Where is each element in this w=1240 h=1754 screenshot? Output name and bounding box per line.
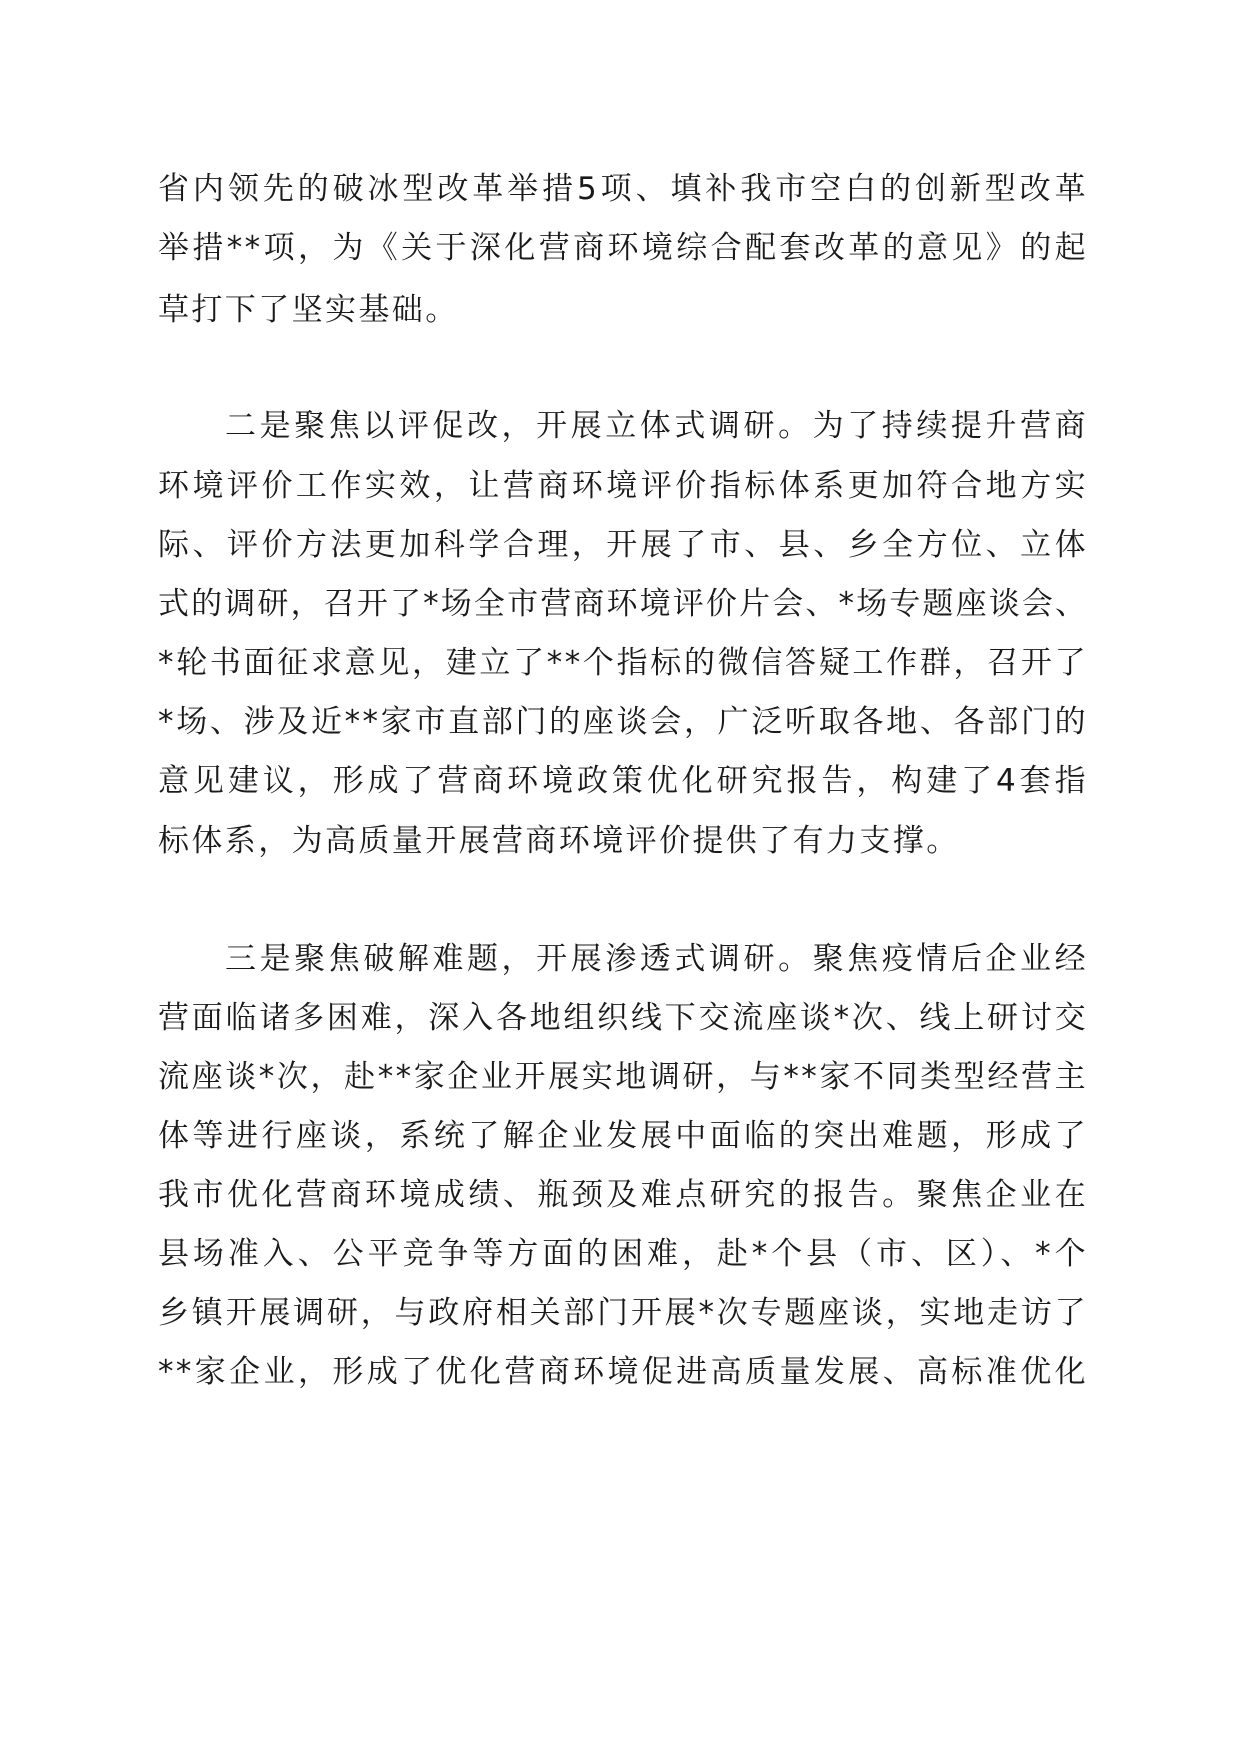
paragraph-3-line-7: 乡镇开展调研，与政府相关部门开展*次专题座谈，实地走访了 [158,1295,1088,1331]
paragraph-2-line-5: *轮书面征求意见，建立了**个指标的微信答疑工作群，召开了 [158,645,1088,681]
paragraph-2-line-3: 际、评价方法更加科学合理，开展了市、县、乡全方位、立体 [158,527,1088,563]
paragraph-2-line-6: *场、涉及近**家市直部门的座谈会，广泛听取各地、各部门的 [158,704,1088,740]
paragraph-3-line-1: 三是聚焦破解难题，开展渗透式调研。聚焦疫情后企业经 [225,941,1088,977]
paragraph-1-line-2: 举措**项，为《关于深化营商环境综合配套改革的意见》的起 [158,230,1088,266]
paragraph-3-line-4: 体等进行座谈，系统了解企业发展中面临的突出难题，形成了 [158,1118,1088,1154]
paragraph-3-line-3: 流座谈*次，赴**家企业开展实地调研，与**家不同类型经营主 [158,1059,1088,1095]
paragraph-3-line-5: 我市优化营商环境成绩、瓶颈及难点研究的报告。聚焦企业在 [158,1177,1088,1213]
paragraph-3-line-6: 县场准入、公平竞争等方面的困难，赴*个县（市、区）、*个 [158,1236,1088,1272]
paragraph-1-line-1: 省内领先的破冰型改革举措5项、填补我市空白的创新型改革 [158,171,1088,207]
paragraph-2-line-7: 意见建议，形成了营商环境政策优化研究报告，构建了4套指 [158,763,1088,799]
paragraph-3-line-2: 营面临诸多困难，深入各地组织线下交流座谈*次、线上研讨交 [158,1000,1088,1036]
paragraph-2-line-4: 式的调研，召开了*场全市营商环境评价片会、*场专题座谈会、 [158,586,1088,622]
paragraph-2-line-8: 标体系，为高质量开展营商环境评价提供了有力支撑。 [158,823,960,859]
paragraph-2-line-1: 二是聚焦以评促改，开展立体式调研。为了持续提升营商 [225,408,1088,444]
paragraph-1-line-3: 草打下了坚实基础。 [158,292,459,328]
paragraph-3-line-8: **家企业，形成了优化营商环境促进高质量发展、高标准优化 [158,1354,1088,1390]
paragraph-2-line-2: 环境评价工作实效，让营商环境评价指标体系更加符合地方实 [158,468,1088,504]
